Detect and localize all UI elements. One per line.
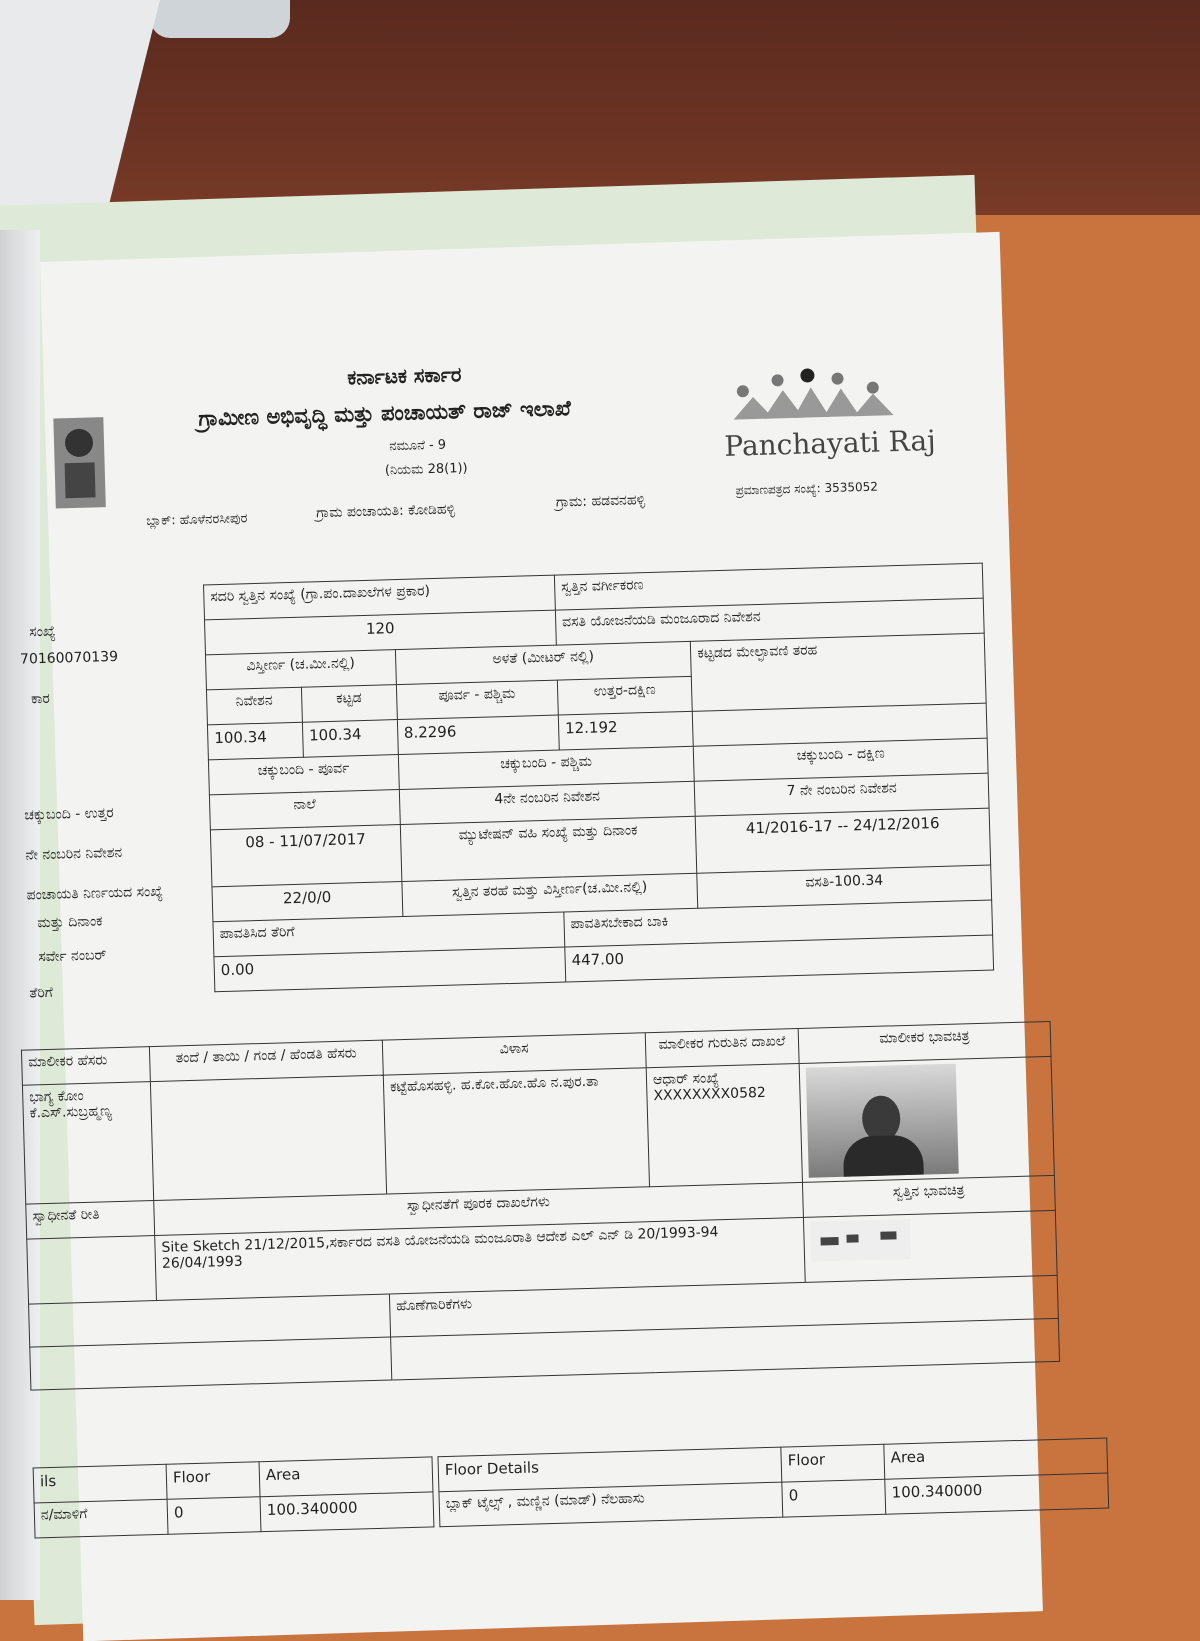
owner-relation-label: ತಂದೆ / ತಾಯಿ / ಗಂಡ / ಹೆಂಡತಿ ಹೆಸರು (149, 1040, 383, 1081)
panchayati-raj-logo-icon (722, 365, 904, 430)
floor-left-header: ils (33, 1464, 167, 1503)
form-page (0, 270, 1126, 1590)
owner-photo-label: ಮಾಲೀಕರ ಭಾವಚಿತ್ರ (798, 1021, 1051, 1063)
south-label: ಚಕ್ಕುಬಂದಿ - ದಕ್ಷಿಣ (694, 738, 988, 781)
floor-details-label: Floor Details (438, 1447, 782, 1492)
owner-id-doc-value: ಆಧಾರ್ ಸಂಖ್ಯೆ XXXXXXXX0582 (646, 1063, 802, 1186)
village-label: ಗ್ರಾಮ: ಹಡವನಹಳ್ಳಿ (555, 492, 646, 511)
margin-number-label: ಸಂಖ್ಯೆ (29, 623, 56, 641)
property-photo-cell (803, 1210, 1057, 1282)
mutation-value: 41/2016-17 -- 24/12/2016 (696, 808, 991, 873)
owner-address-value: ಕಟ್ಟೆಹೊಸಹಳ್ಳಿ. ಹ.ಕೋ.ಹೋ.ಹೊ ನ.ಪುರ.ತಾ (383, 1068, 649, 1194)
site-value: 100.34 (207, 722, 303, 760)
margin-and-date: ಮತ್ತು ದಿನಾಂಕ (37, 913, 103, 932)
survey-value: 22/0/0 (212, 882, 403, 922)
form-number: ನಮೂನೆ - 9 (389, 437, 447, 455)
type-area-value: ವಸತಿ-100.34 (697, 865, 991, 908)
rule-number: (ನಿಯಮ 28(1)) (384, 461, 468, 479)
liabilities-left-blank (30, 1337, 392, 1390)
property-table (203, 563, 994, 993)
type-area-label: ಸ್ವತ್ತಿನ ತರಹೆ ಮತ್ತು ವಿಸ್ತೀರ್ಣ(ಚ.ಮೀ.ನಲ್ಲಿ) (402, 873, 699, 916)
ownership-docs-value: Site Sketch 21/12/2015,ಸರ್ಕಾರದ ವಸತಿ ಯೋಜನೆಯಡಿ ಮಂಜೂರಾತಿ ಆದೇಶ ಎಲ್ ಎನ್ ಡಿ 20/1993-94 26/04/1993 (155, 1217, 806, 1300)
floor-left-floor: 0 (167, 1497, 261, 1535)
margin-north-value: ನೇ ನಂಬರಿನ ನಿವೇಶನ (25, 844, 123, 864)
device (150, 0, 290, 38)
east-label: ಚಕ್ಕುಬಂದಿ - ಪೂರ್ವ (208, 755, 399, 795)
margin-decision-label: ಪಂಚಾಯತಿ ನಿರ್ಣಯದ ಸಂಖ್ಯೆ (26, 883, 164, 904)
mutation-label: ಮ್ಯುಟೇಷನ್ ವಹಿ ಸಂಖ್ಯೆ ಮತ್ತು ದಿನಾಂಕ (400, 816, 697, 881)
ew-value: 8.2296 (397, 715, 559, 754)
property-photo-label: ಸ್ವತ್ತಿನ ಭಾವಚಿತ್ರ (802, 1175, 1055, 1217)
floor-left-area-label: Area (259, 1457, 433, 1497)
owner-name-value: ಭಾಗ್ಯ ಕೋಂ ಕೆ.ಎಸ್.ಸುಬ್ರಹ್ಮಣ್ಯ (22, 1082, 153, 1205)
ns-label: ಉತ್ತರ-ದಕ್ಷಿಣ (557, 676, 692, 715)
owner-photo (806, 1064, 959, 1178)
floor-left-floor-label: Floor (166, 1462, 260, 1500)
due-tax-value: 447.00 (565, 935, 994, 982)
margin-type-label: ಕಾರ (30, 690, 51, 708)
floor-table-right (437, 1438, 1109, 1528)
measure-label: ಅಳತೆ (ಮೀಟರ್ ನಲ್ಲಿ) (395, 641, 692, 684)
west-value: 4ನೇ ನಂಬರಿನ ನಿವೇಶನ (399, 781, 696, 824)
gram-panchayat-label: ಗ್ರಾಮ ಪಂಚಾಯತಿ: ಕೋಡಿಹಳ್ಳಿ (315, 501, 456, 522)
east-value: ನಾಲೆ (209, 790, 400, 830)
liabilities-label: ಹೊಣೆಗಾರಿಕೆಗಳು (389, 1275, 1058, 1337)
floor-right-details: ಬ್ಲಾಕ್ ಟೈಲ್ಸ್ , ಮಣ್ಣಿನ (ಮಾಡ್) ನೆಲಹಾಸು (439, 1482, 783, 1527)
paid-tax-label: ಪಾವತಿಸಿದ ತೆರಿಗೆ (213, 912, 565, 957)
sadari-label: ಸದರಿ ಸ್ವತ್ತಿನ ಸಂಖ್ಯೆ (ಗ್ರಾ.ಪಂ.ದಾಖಲೆಗಳ ಪ್ರಕಾರ) (204, 575, 556, 620)
floor-right-area-label: Area (884, 1438, 1108, 1479)
floor-left-area: 100.340000 (260, 1492, 434, 1532)
decision-value: 08 - 11/07/2017 (210, 825, 401, 887)
floor-right-floor-label: Floor (781, 1444, 885, 1482)
margin-survey-label: ಸರ್ವೇ ನಂಬರ್ (38, 947, 107, 966)
owner-name-label: ಮಾಲೀಕರ ಹೆಸರು (21, 1047, 150, 1086)
building-label: ಕಟ್ಟಡ (301, 685, 397, 723)
emblem-icon (43, 407, 116, 529)
owner-address-label: ವಿಳಾಸ (382, 1033, 646, 1075)
south-value: 7 ನೇ ನಂಬರಿನ ನಿವೇಶನ (695, 773, 989, 816)
floor-right-area: 100.340000 (885, 1473, 1109, 1514)
margin-id-value: 70160070139 (19, 648, 119, 668)
classification-value: ವಸತಿ ಯೋಜನೆಯಡಿ ಮಂಜೂರಾದ ನಿವೇಶನ (555, 598, 984, 645)
ownership-method-label: ಸ್ವಾಧೀನತೆ ರೀತಿ (26, 1201, 155, 1240)
floor-right-floor: 0 (782, 1479, 886, 1517)
property-photo (810, 1219, 911, 1262)
ns-value: 12.192 (558, 711, 693, 750)
floor-table-left (33, 1456, 435, 1538)
ownership-docs-label: ಸ್ವಾಧೀನತೆಗೆ ಪೂರಕ ದಾಖಲೆಗಳು (154, 1182, 804, 1235)
owner-body (843, 1135, 924, 1177)
site-label: ನಿವೇಶನ (206, 687, 302, 725)
ew-label: ಪೂರ್ವ - ಪಶ್ಚಿಮ (396, 680, 558, 719)
paid-tax-value: 0.00 (214, 947, 566, 992)
owner-photo-cell (799, 1056, 1054, 1182)
building-value: 100.34 (302, 720, 398, 758)
area-label: ವಿಸ್ತೀರ್ಣ (ಚ.ಮೀ.ನಲ್ಲಿ) (205, 650, 396, 690)
department-title: ಗ್ರಾಮೀಣ ಅಭಿವೃದ್ಧಿ ಮತ್ತು ಪಂಚಾಯತ್ ರಾಜ್ ಇಲಾಖೆ (198, 396, 572, 431)
owner-relation-value (150, 1075, 386, 1200)
ownership-method-value (27, 1236, 157, 1305)
margin-north-label: ಚಕ್ಕುಬಂದಿ - ಉತ್ತರ (24, 805, 114, 824)
owner-id-doc-label: ಮಾಲೀಕರ ಗುರುತಿನ ದಾಖಲೆ (645, 1028, 799, 1067)
floor-left-row-label: ನ/ಮಾಳಿಗೆ (34, 1499, 168, 1538)
logo-text: Panchayati Raj (723, 423, 937, 463)
classification-label: ಸ್ವತ್ತಿನ ವರ್ಗೀಕರಣ (554, 563, 983, 610)
roof-label: ಕಟ್ಟಡದ ಮೇಲ್ಛಾವಣಿ ತರಹ (691, 633, 986, 711)
owner-table (21, 1021, 1060, 1391)
west-label: ಚಕ್ಕುಬಂದಿ - ಪಶ್ಚಿಮ (398, 746, 695, 789)
block-label: ಬ್ಲಾಕ್: ಹೊಳೆನರಸೀಪುರ (146, 511, 248, 530)
due-tax-label: ಪಾವತಿಸಬೇಕಾದ ಬಾಕಿ (564, 900, 993, 947)
margin-tax-label: ತೆರಿಗೆ (29, 984, 54, 1002)
certificate-number: ಪ್ರಮಾಣಪತ್ರದ ಸಂಖ್ಯೆ: 3535052 (735, 479, 879, 498)
sadari-value: 120 (205, 610, 557, 655)
govt-title: ಕರ್ನಾಟಕ ಸರ್ಕಾರ (346, 362, 462, 390)
